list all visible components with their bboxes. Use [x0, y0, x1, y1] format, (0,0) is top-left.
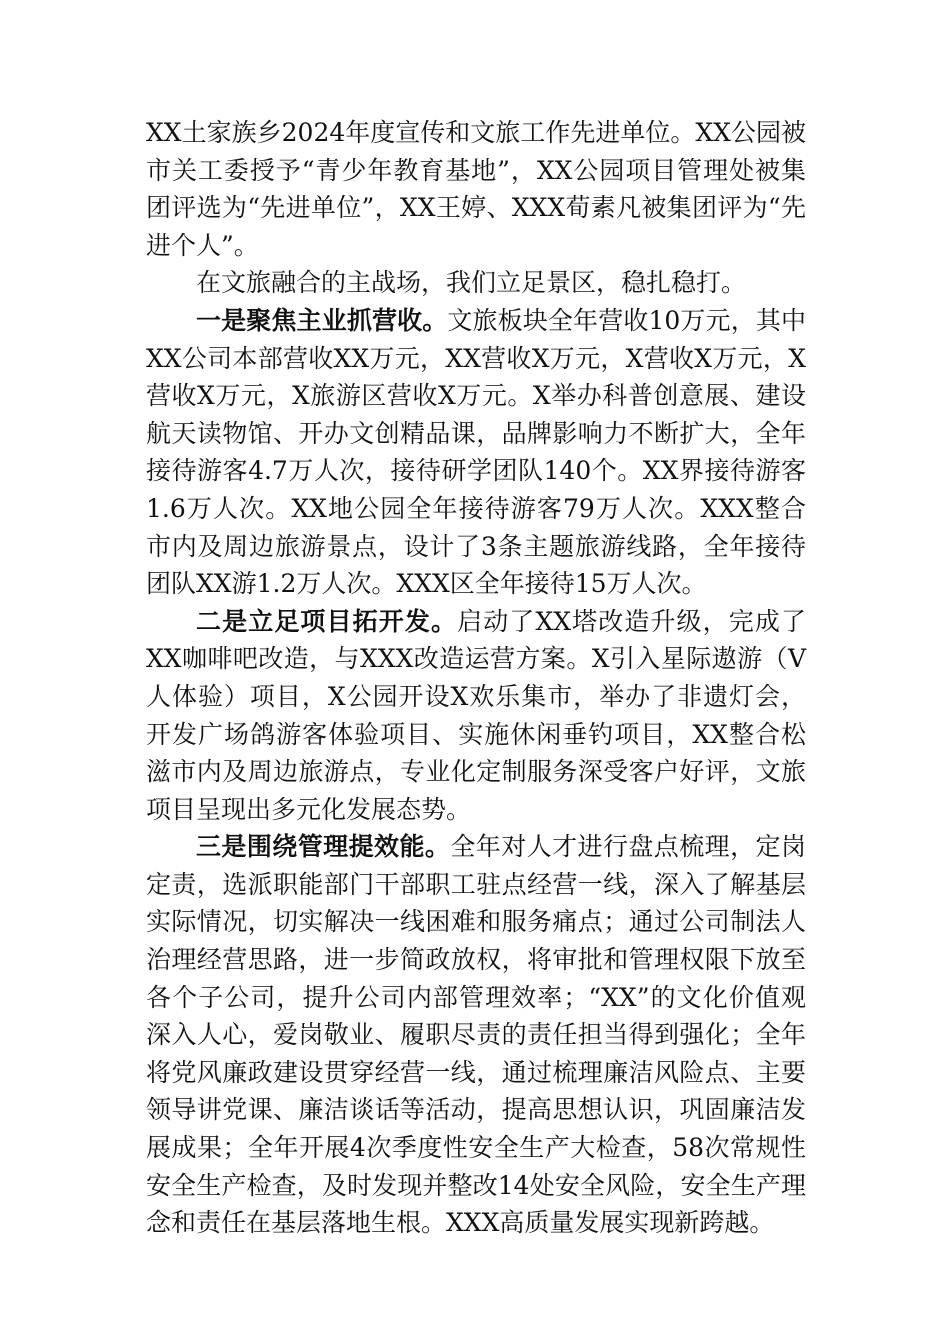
paragraph-text: 启动了XX塔改造升级，完成了XX咖啡吧改造，与XXX改造运营方案。X引入星际遨游（V人体验）项目，X公园开设X欢乐集市，举办了非遗灯会，开发广场鸽游客体验项目、实施休闲垂钓项目，XX整合松滋市内及周边旅游点，专业化定制服务深受客户好评，文旅项目呈现出多元化发展态势。: [146, 606, 806, 824]
paragraph-management: [146, 828, 806, 1242]
paragraph-continuation: [146, 114, 806, 264]
document-page: [146, 114, 806, 1242]
paragraph-intro: [146, 264, 806, 302]
paragraph-text: 全年对人才进行盘点梳理，定岗定责，选派职能部门干部职工驻点经营一线，深入了解基层实际情况，切实解决一线困难和服务痛点；通过公司制法人治理经营思路，进一步简政放权，将审批和管理权限下放至各个子公司，提升公司内部管理效率；“XX”的文化价值观深入人心，爱岗敬业、履职尽责的责任担当得到强化；全年将党风廉政建设贯穿经营一线，通过梳理廉洁风险点、主要领导讲党课、廉洁谈话等活动，提高思想认识，巩固廉洁发展成果；全年开展4次季度性安全生产大检查，58次常规性安全生产检查，及时发现并整改14处安全风险，安全生产理念和责任在基层落地生根。XXX高质量发展实现新跨越。: [146, 832, 806, 1238]
paragraph-text: 文旅板块全年营收10万元，其中XX公司本部营收XX万元，XX营收X万元，X营收X万元，X营收X万元，X旅游区营收X万元。X举办科普创意展、建设航天读物馆、开办文创精品课，品牌影响力不断扩大，全年接待游客4.7万人次，接待研学团队140个。XX界接待游客1.6万人次。XX地公园全年接待游客79万人次。XXX整合市内及周边旅游景点，设计了3条主题旅游线路，全年接待团队XX游1.2万人次。XXX区全年接待15万人次。: [146, 305, 806, 599]
paragraph-heading: 一是聚焦主业抓营收。: [196, 305, 448, 335]
paragraph-text: 在文旅融合的主战场，我们立足景区，稳扎稳打。: [196, 268, 747, 298]
paragraph-heading: 三是围绕管理提效能。: [196, 832, 451, 862]
paragraph-revenue: [146, 302, 806, 603]
paragraph-text: XX土家族乡2024年度宣传和文旅工作先进单位。XX公园被市关工委授予“青少年教育基地”，XX公园项目管理处被集团评选为“先进单位”，XX王婷、XXX荀素凡被集团评为“先进个人”。: [146, 118, 806, 260]
paragraph-heading: 二是立足项目拓开发。: [196, 606, 458, 636]
paragraph-projects: [146, 603, 806, 829]
